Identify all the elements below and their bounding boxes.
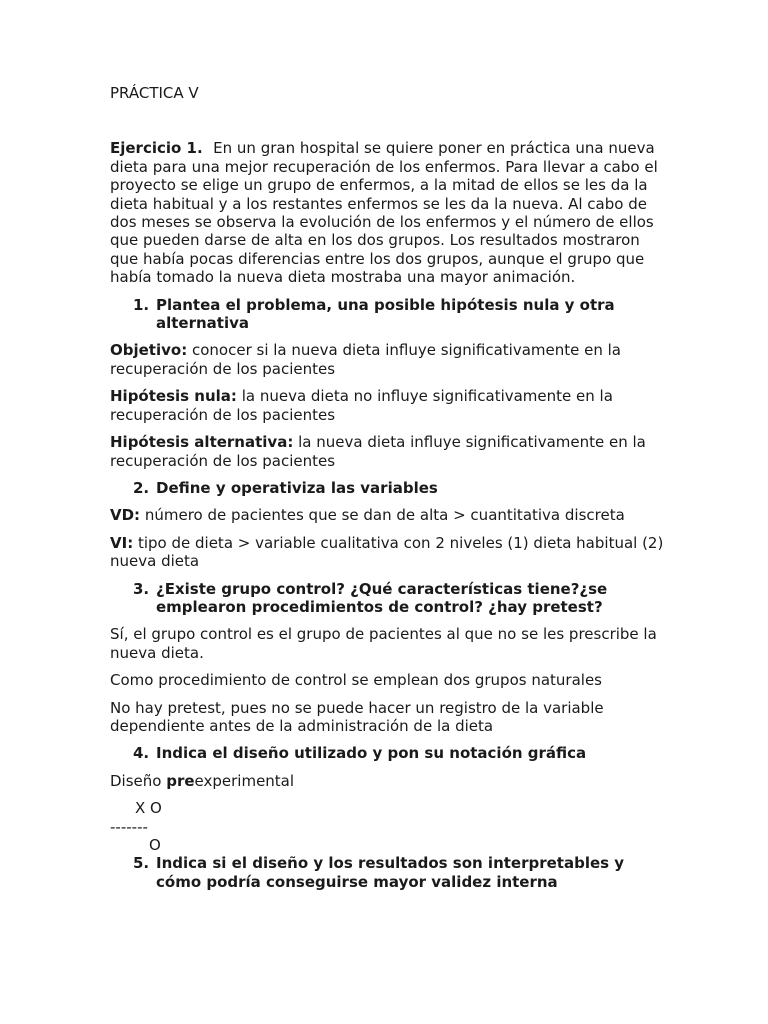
design-prefix: Diseño bbox=[110, 771, 167, 790]
notation-treatment-row: X O bbox=[135, 799, 162, 818]
notation-control-row: O bbox=[149, 836, 161, 854]
document-page bbox=[110, 84, 670, 891]
null-hypothesis-label: Hipótesis nula: bbox=[110, 387, 237, 406]
objective-text: conocer si la nueva dieta influye significativamente en la recuperación de los pacientes bbox=[110, 341, 621, 378]
design-notation bbox=[110, 799, 670, 854]
question-text: Plantea el problema, una posible hipótesis nula y otra alternativa bbox=[156, 295, 615, 333]
vd-label: VD: bbox=[110, 506, 141, 525]
control-group-paragraph: Sí, el grupo control es el grupo de pacientes al que no se les prescribe la nueva dieta. bbox=[110, 625, 657, 662]
question-number: 4. bbox=[133, 744, 150, 763]
design-paragraph bbox=[110, 772, 670, 790]
alt-hypothesis-paragraph bbox=[110, 433, 670, 470]
vi-label: VI: bbox=[110, 533, 134, 552]
question-1 bbox=[110, 296, 670, 333]
exercise-statement bbox=[110, 139, 670, 286]
objective-paragraph bbox=[110, 341, 670, 378]
question-text: ¿Existe grupo control? ¿Qué características tiene?¿se emplearon procedimientos de control? ¿hay pretest? bbox=[156, 579, 608, 616]
alt-hypothesis-label: Hipótesis alternativa: bbox=[110, 433, 294, 452]
question-text: Indica el diseño utilizado y pon su notación gráfica bbox=[156, 744, 587, 763]
design-suffix: experimental bbox=[194, 771, 295, 790]
question-2 bbox=[110, 479, 670, 497]
vd-paragraph bbox=[110, 506, 670, 524]
control-procedure-paragraph: Como procedimiento de control se emplean dos grupos naturales bbox=[110, 671, 602, 690]
question-number: 5. bbox=[133, 854, 150, 873]
vi-text: tipo de dieta > variable cualitativa con 2 niveles (1) dieta habitual (2) nueva dieta bbox=[110, 533, 664, 571]
question-3 bbox=[110, 580, 670, 617]
question-number: 2. bbox=[133, 478, 150, 497]
notation-separator: ------- bbox=[110, 817, 148, 836]
vi-paragraph bbox=[110, 534, 670, 571]
question-number: 3. bbox=[133, 579, 150, 598]
objective-label: Objetivo: bbox=[110, 341, 188, 360]
question-4 bbox=[110, 744, 670, 762]
question-text: Define y operativiza las variables bbox=[156, 478, 438, 497]
question-number: 1. bbox=[133, 295, 150, 314]
null-hypothesis-paragraph bbox=[110, 387, 670, 424]
null-hypothesis-text: la nueva dieta no influye significativamente en la recuperación de los pacientes bbox=[110, 387, 613, 424]
design-bold: pre bbox=[166, 771, 195, 790]
pretest-paragraph: No hay pretest, pues no se puede hacer un registro de la variable dependiente antes de la administración de la dieta bbox=[110, 698, 604, 735]
vd-text: número de pacientes que se dan de alta > cuantitativa discreta bbox=[144, 506, 625, 525]
question-text: Indica si el diseño y los resultados son interpretables y cómo podría conseguirse mayor validez interna bbox=[156, 854, 625, 891]
question-5 bbox=[110, 854, 670, 891]
exercise-label: Ejercicio 1. bbox=[110, 139, 203, 158]
exercise-text: En un gran hospital se quiere poner en práctica una nueva dieta para una mejor recuperación de los enfermos. Para llevar a cabo el proyecto se elige un grupo de enfermos, a la mitad de ellos se les da la dieta habitual y a los restantes enfermos se les da la nueva. Al cabo de dos meses se observa la evolución de los enfermos y el número de ellos que pueden darse de alta en los dos grupos. Los resultados mostraron que había pocas diferencias entre los dos grupos, aunque el grupo que había tomado la nueva dieta mostraba una mayor animación. bbox=[110, 139, 658, 287]
page-title: PRÁCTICA V bbox=[110, 84, 199, 102]
alt-hypothesis-text: la nueva dieta influye significativamente en la recuperación de los pacientes bbox=[110, 433, 646, 470]
